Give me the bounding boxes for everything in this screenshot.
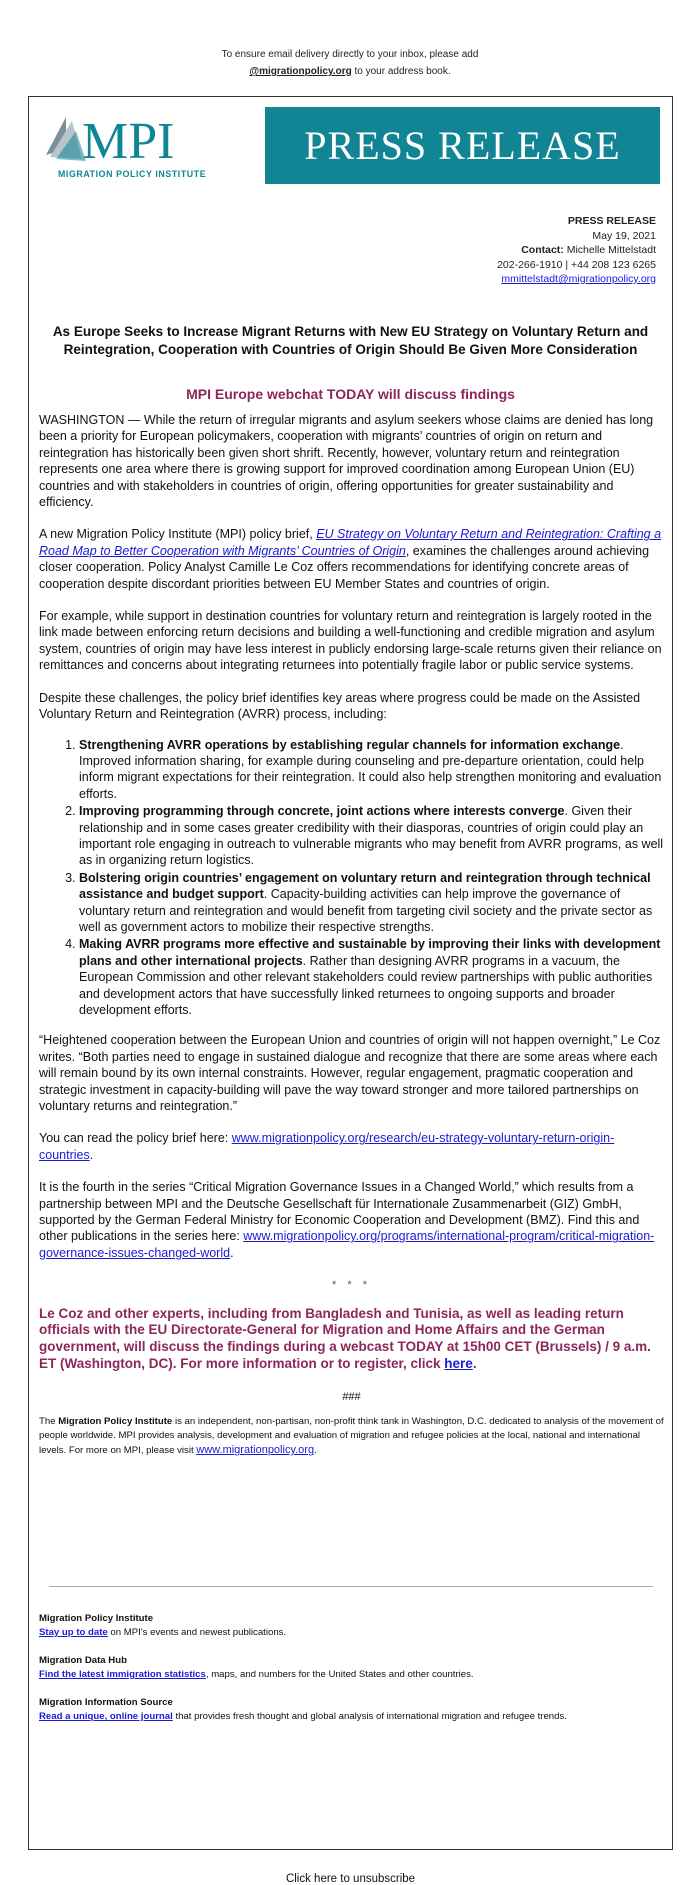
policy-brief-url-link[interactable]: www.migrationpolicy.org/research/eu-strategy-voluntary-return-origin-countries xyxy=(39,1131,615,1162)
about-text: is an independent, non-partisan, non-profit think tank in Washington, D.C. dedicated to analysis of the movement of people worldwide. MPI provides analysis, development and evaluation of migration and refugee policies at the local, national and international levels. For more on MPI, please visit xyxy=(39,1416,664,1457)
unsubscribe-link[interactable]: Click here to unsubscribe xyxy=(285,1873,416,1885)
subheadline: MPI Europe webchat TODAY will discuss findings xyxy=(186,386,515,402)
paragraph-intro: WASHINGTON — While the return of irregular migrants and asylum seekers whose claims are denied has long been a priority for European policymakers, cooperation with migrants’ countries of origin on return and reintegration has historically been given short shrift. Recently, however, voluntary return and reintegration represents one area where there is growing support for improved coordination among European Union (EU) countries and with stakeholders in countries of origin, offering opportunities for greater sustainability and efficiency. xyxy=(39,413,654,510)
list-item-text: . Capacity-building activities can help improve the governance of voluntary return and reintegration and would benefit from targeting civil society and the private sector as well as government actors to mobilize their respective strengths. xyxy=(79,887,653,934)
footer-source-title: Migration Information Source xyxy=(39,1697,173,1708)
contact-name: Michelle Mittelstadt xyxy=(563,244,656,256)
paragraph-read xyxy=(39,1130,664,1163)
list-item-bold: Making AVRR programs more effective and sustainable by improving their links with development plans and other international projects xyxy=(79,937,661,968)
footer-mpi-title: Migration Policy Institute xyxy=(39,1613,154,1624)
paragraph-brief-prefix: A new Migration Policy Institute (MPI) policy brief, xyxy=(39,527,317,542)
logo-text: MPI xyxy=(82,113,175,170)
footer-mpi-text: on MPI's events and newest publications. xyxy=(107,1627,287,1638)
paragraph-brief-suffix: , examines the challenges around achieving closer cooperation. Policy Analyst Camille Le Coz offers recommendations for identifying concrete areas of cooperation despite discordant priorities between EU Member States and countries of origin. xyxy=(39,543,650,591)
press-release-banner: PRESS RELEASE xyxy=(265,107,660,184)
list-item xyxy=(79,737,664,803)
address-link[interactable]: @migrationpolicy.org xyxy=(249,66,352,77)
paragraph-series-suffix: . xyxy=(230,1245,234,1260)
footer-information-source xyxy=(39,1696,659,1724)
paragraph-series xyxy=(39,1179,664,1261)
paragraph-example: For example, while support in destination countries for voluntary return and reintegration is largely rooted in the link made between enforcing return decisions and building a well-functioning and credible migration and asylum system, countries of origin may have less interest in publicly endorsing large-scale returns given their reliance on remittances and concerns about integrating returnees into potentially fragile labor or public service systems. xyxy=(39,609,662,673)
footer-divider xyxy=(49,1586,653,1587)
webcast-text: Le Coz and other experts, including from Bangladesh and Tunisia, as well as leading return officials with the EU Directorate-General for Migration and Home Affairs and the German government, will discuss the findings during a webcast TODAY at 15h00 CET (Brussels) / 9 a.m. ET (Washington, DC). For more information or to register, click xyxy=(39,1305,651,1372)
list-item-text: . Rather than designing AVRR programs in a vacuum, the European Commission and other relevant stakeholders could review partnerships with public authorities and development actors that have successfully linked returnees to ongoing supports and broader development efforts. xyxy=(79,953,653,1017)
list-item-bold: Strengthening AVRR operations by establishing regular channels for information exchange xyxy=(79,737,621,752)
webcast-register-link[interactable]: here xyxy=(444,1356,473,1372)
list-item-bold: Improving programming through concrete, joint actions where interests converge xyxy=(79,804,565,819)
paragraph-brief xyxy=(39,526,664,592)
list-item-text: . Given their relationship and in some cases greater credibility with their diasporas, countries of origin could play an important role engaging in outreach to vulnerable migrants who may benefit from AVRR programs, as well as in organizing return logistics. xyxy=(79,804,664,868)
list-item xyxy=(79,936,664,1018)
end-marker: ### xyxy=(342,1390,361,1403)
mpi-website-link[interactable]: www.migrationpolicy.org xyxy=(196,1444,315,1457)
contact-block xyxy=(497,214,656,287)
paragraph-challenges: Despite these challenges, the policy brief identifies key areas where progress could be made on the Assisted Voluntary Return and Reintegration (AVRR) process, including: xyxy=(39,690,641,722)
footer-data-hub xyxy=(39,1654,659,1682)
paragraph-read-suffix: . xyxy=(89,1147,94,1162)
list-item-bold: Bolstering origin countries’ engagement on voluntary return and reintegration through technical assistance and budget support xyxy=(79,870,651,902)
stay-up-to-date-link[interactable]: Stay up to date xyxy=(39,1627,108,1638)
about-suffix: . xyxy=(314,1445,317,1457)
key-areas-list xyxy=(39,737,664,1019)
article-body xyxy=(39,412,664,1474)
preheader xyxy=(0,46,700,80)
footer-source-text: that provides fresh thought and global analysis of international migration and refugee trends. xyxy=(172,1711,567,1722)
contact-label: Contact: xyxy=(521,244,564,256)
press-release-label: PRESS RELEASE xyxy=(567,215,656,227)
list-item xyxy=(79,870,664,936)
webcast-suffix: . xyxy=(472,1356,477,1372)
online-journal-link[interactable]: Read a unique, online journal xyxy=(39,1711,173,1722)
email-frame xyxy=(28,96,673,1885)
about-mpi xyxy=(39,1415,664,1458)
headline: As Europe Seeks to Increase Migrant Returns with New EU Strategy on Voluntary Return and Reintegration, Cooperation with Countries of Origin Should Be Given More Consideration xyxy=(52,324,649,357)
immigration-statistics-link[interactable]: Find the latest immigration statistics xyxy=(39,1669,206,1680)
policy-brief-link[interactable]: EU Strategy on Voluntary Return and Reintegration: Crafting a Road Map to Better Cooperation with Migrants’ Countries of Origin xyxy=(39,527,662,558)
separator: * * * xyxy=(332,1279,371,1292)
about-name: Migration Policy Institute xyxy=(58,1416,173,1428)
about-prefix: The xyxy=(39,1416,59,1428)
list-item-text: . Improved information sharing, for example during counseling and pre-departure orientation, could help inform migrant expectations for their reintegration. It could also help strengthen monitoring and evaluation efforts. xyxy=(79,737,662,801)
release-date: May 19, 2021 xyxy=(592,229,656,242)
footer-mpi xyxy=(39,1612,659,1640)
contact-phone: 202-266-1910 | +44 208 123 6265 xyxy=(497,258,656,271)
preheader-suffix: to your address book. xyxy=(351,66,451,77)
footer-hub-text: , maps, and numbers for the United States and other countries. xyxy=(205,1669,474,1680)
preheader-line: To ensure email delivery directly to your inbox, please add xyxy=(221,49,479,60)
paragraph-read-prefix: You can read the policy brief here: xyxy=(39,1131,232,1146)
webcast-announcement xyxy=(39,1306,664,1373)
logo-subtext: MIGRATION POLICY INSTITUTE xyxy=(58,169,207,179)
paragraph-quote: “Heightened cooperation between the European Union and countries of origin will not happen overnight,” Le Coz writes. “Both parties need to engage in sustained dialogue and recognize that there are some areas where each will remain bound by its own internal constraints. However, regular engagement, pragmatic cooperation and strategic investment in capacity-building will pave the way toward stronger and more tailored partnerships on voluntary returns and reintegration.” xyxy=(39,1033,661,1114)
footer-hub-title: Migration Data Hub xyxy=(39,1655,127,1666)
paragraph-series-prefix: It is the fourth in the series “Critical Migration Governance Issues in a Changed World,” which results from a partnership between MPI and the Deutsche Gesellschaft für Internationale Zusammenarbeit (GIZ) GmbH, supported by the German Federal Ministry for Economic Cooperation and Development (BMZ). Find this and other publications in the series here: xyxy=(39,1180,640,1244)
list-item xyxy=(79,803,664,869)
mpi-logo xyxy=(42,111,250,183)
contact-email-link[interactable]: mmittelstadt@migrationpolicy.org xyxy=(501,273,656,285)
series-link[interactable]: www.migrationpolicy.org/programs/international-program/critical-migration-governance-issues-changed-world xyxy=(39,1229,655,1260)
